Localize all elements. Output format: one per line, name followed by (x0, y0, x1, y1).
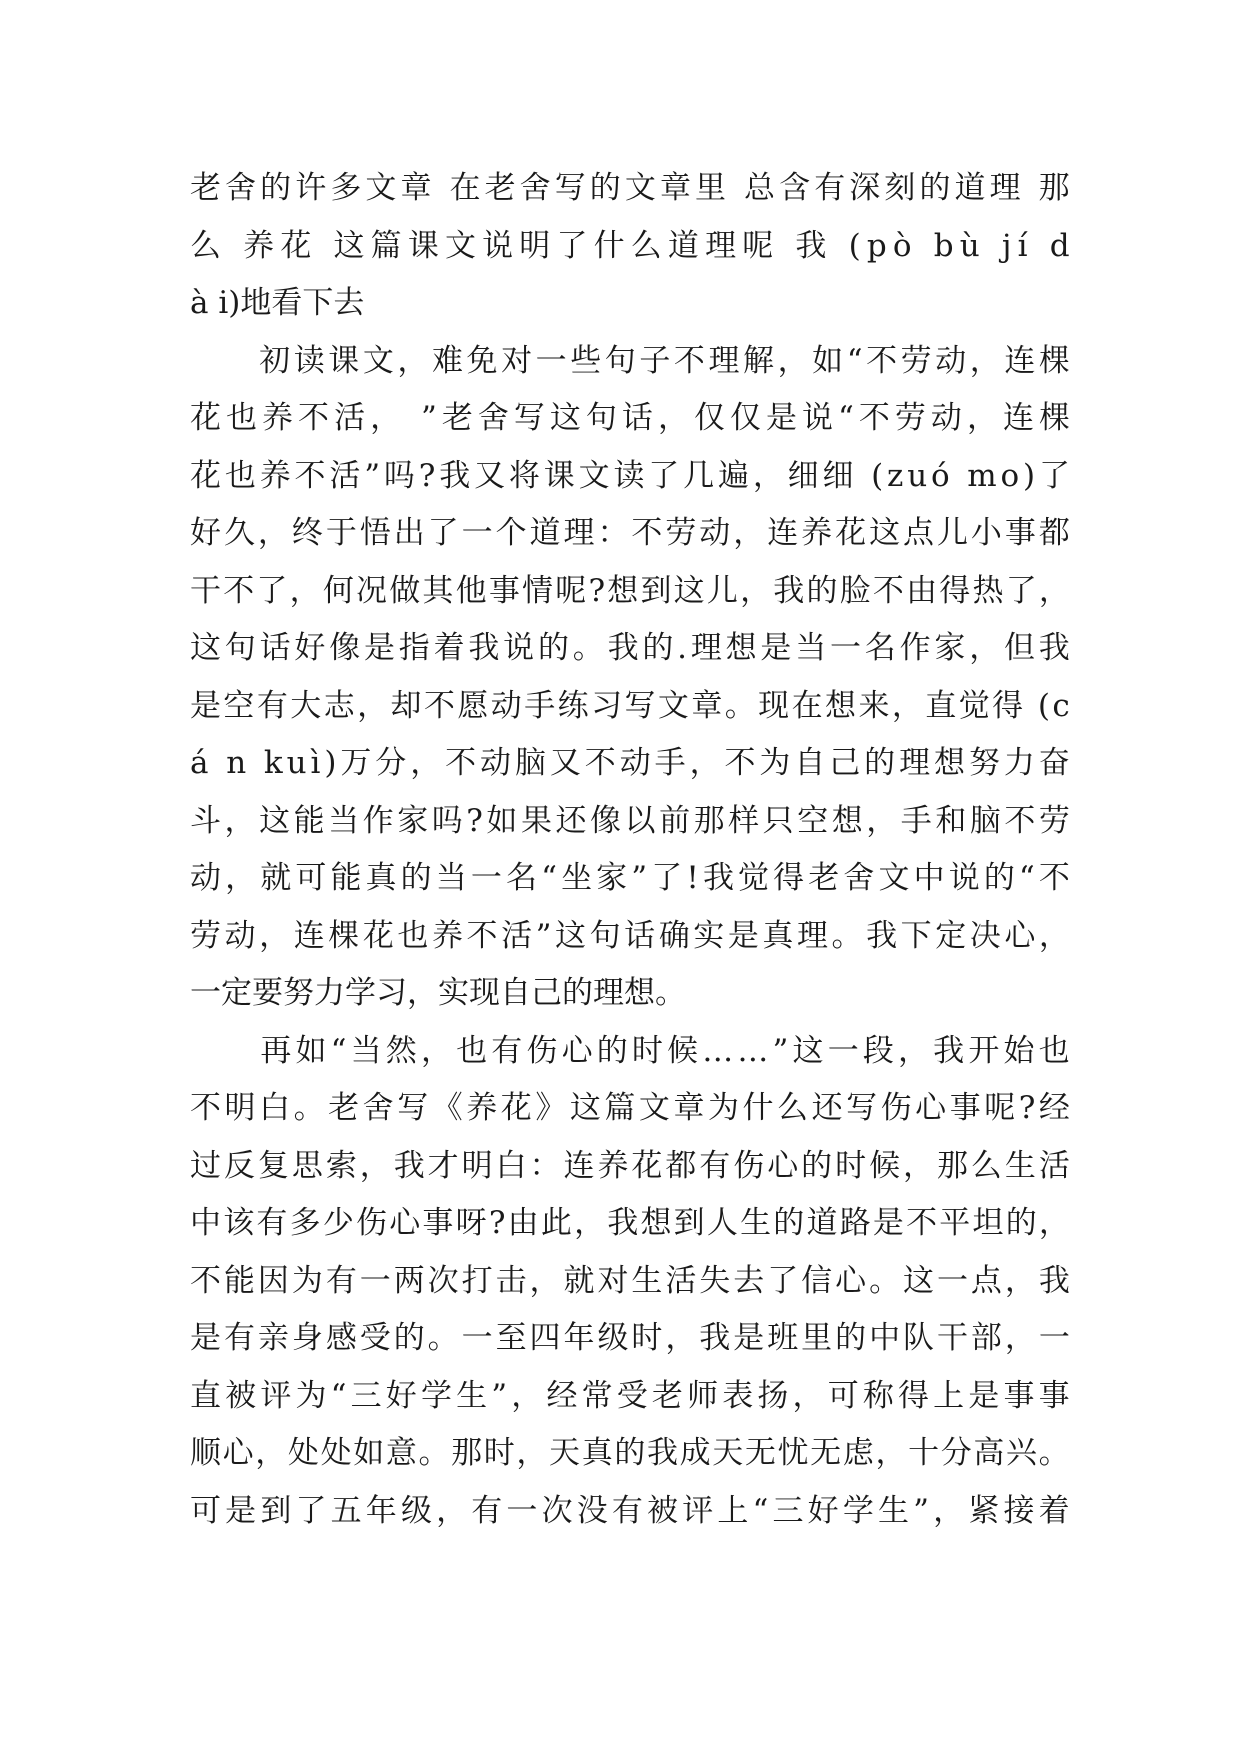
text-line: 过 反 复 思 索 ， 我 才 明 白 ： 连 养 花 都 有 伤 心 的 时 候 ， 那 么 生 活 (190, 1147, 1070, 1184)
text-line: 是 空 有 大 志 ， 却 不 愿 动 手 练 习 写 文 章 。 现 在 想 来 ， 直 觉 得 ( c (190, 687, 1070, 724)
text-line: 老 舍 的 许 多 文 章 在 老 舍 写 的 文 章 里 总 含 有 深 刻 的 道 理 那 (190, 170, 1070, 206)
text-line: 动 ， 就 可 能 真 的 当 一 名 “ 坐 家 ” 了 ! 我 觉 得 老 舍 文 中 说 的 “ 不 (190, 860, 1070, 896)
paragraph-start-line: 初 读 课 文 ， 难 免 对 一 些 句 子 不 理 解 ， 如 “ 不 劳 动 ， 连 棵 (259, 342, 1070, 379)
text-line: 直 被 评 为 “ 三 好 学 生 ” ， 经 常 受 老 师 表 扬 ， 可 称 得 上 是 事 事 (190, 1377, 1070, 1414)
text-line: 劳 动 ， 连 棵 花 也 养 不 活 ” 这 句 话 确 实 是 真 理 。 我 下 定 决 心 ， (190, 917, 1070, 954)
text-line: 花 也 养 不 活 ” 吗 ? 我 又 将 课 文 读 了 几 遍 ， 细 细 ( z u ó m o ) 了 (190, 457, 1070, 494)
text-line: 好 久 ， 终 于 悟 出 了 一 个 道 理 ： 不 劳 动 ， 连 养 花 这 点 儿 小 事 都 (190, 515, 1070, 551)
text-line: 中 该 有 多 少 伤 心 事 呀 ? 由 此 ， 我 想 到 人 生 的 道 路 是 不 平 坦 的 ， (190, 1205, 1070, 1241)
text-line: 是 有 亲 身 感 受 的 。 一 至 四 年 级 时 ， 我 是 班 里 的 中 队 干 部 ， 一 (190, 1320, 1070, 1356)
text-line: 干 不 了 ， 何 况 做 其 他 事 情 呢 ? 想 到 这 儿 ， 我 的 脸 不 由 得 热 了 ， (190, 572, 1070, 609)
text-line: 斗 ， 这 能 当 作 家 吗 ? 如 果 还 像 以 前 那 样 只 空 想 ， 手 和 脑 不 劳 (190, 802, 1070, 839)
text-line: 这 句 话 好 像 是 指 着 我 说 的 。 我 的 . 理 想 是 当 一 名 作 家 ， 但 我 (190, 630, 1070, 666)
text-line: à i)地看下去 (190, 285, 365, 321)
text-line: á n k u ì ) 万 分 ， 不 动 脑 又 不 动 手 ， 不 为 自 己 的 理 想 努 力 奋 (190, 745, 1070, 781)
text-line: 不 能 因 为 有 一 两 次 打 击 ， 就 对 生 活 失 去 了 信 心 。 这 一 点 ， 我 (190, 1262, 1070, 1299)
paragraph-start-line: 再 如 “ 当 然 ， 也 有 伤 心 的 时 候 … … ” 这 一 段 ， 我 开 始 也 (260, 1032, 1070, 1069)
text-line: 不 明 白 。 老 舍 写 《 养 花 》 这 篇 文 章 为 什 么 还 写 伤 心 事 呢 ? 经 (190, 1090, 1070, 1126)
text-line: 花 也 养 不 活 ， ” 老 舍 写 这 句 话 ， 仅 仅 是 说 “ 不 劳 动 ， 连 棵 (190, 400, 1070, 436)
text-line: 可 是 到 了 五 年 级 ， 有 一 次 没 有 被 评 上 “ 三 好 学 生 ” ， 紧 接 着 (190, 1492, 1070, 1529)
text-line: 一定要努力学习，实现自己的理想。 (190, 975, 686, 1011)
document-body (190, 160, 1070, 1540)
text-line: 么 养 花 这 篇 课 文 说 明 了 什 么 道 理 呢 我 ( p ò b ù j í d (190, 227, 1070, 264)
text-line: 顺 心 ， 处 处 如 意 。 那 时 ， 天 真 的 我 成 天 无 忧 无 虑 ， 十 分 高 兴 。 (190, 1435, 1070, 1471)
